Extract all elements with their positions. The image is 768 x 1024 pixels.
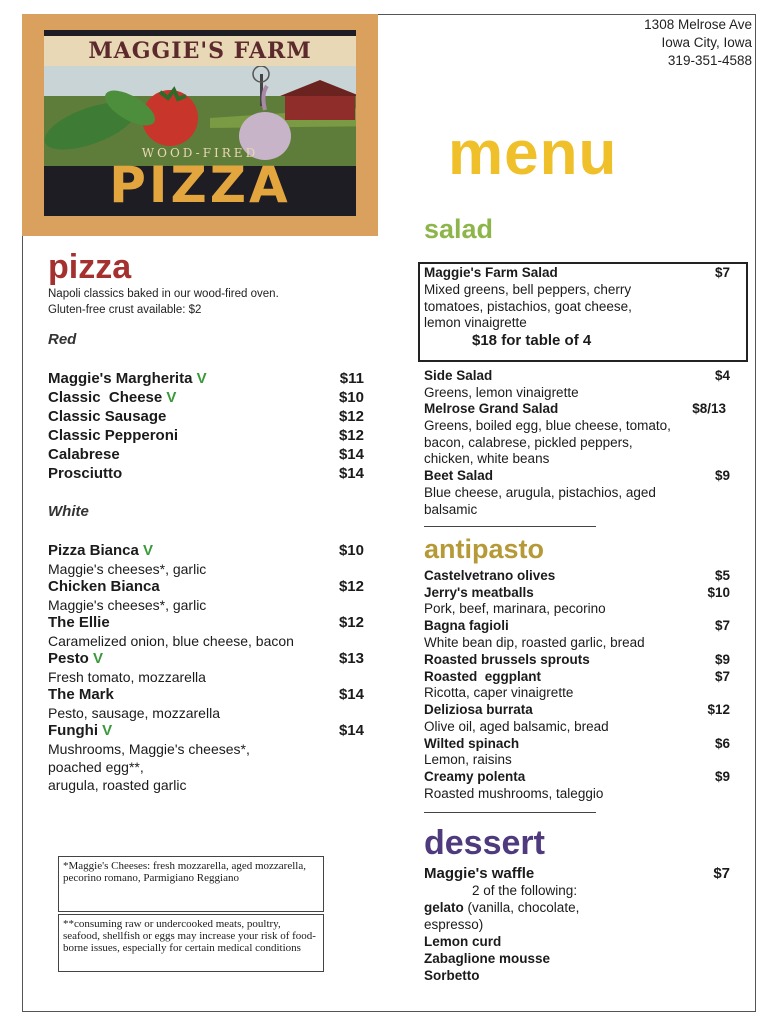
menu-item bbox=[48, 614, 364, 633]
item-name: Classic Cheese bbox=[48, 389, 163, 406]
item-price: $6 bbox=[714, 736, 730, 751]
vegetarian-mark: V bbox=[166, 389, 177, 406]
item-price: $14 bbox=[338, 686, 364, 703]
vegetarian-mark: V bbox=[102, 722, 113, 739]
item-name: Maggie's Farm Salad bbox=[424, 265, 558, 280]
item-name: Calabrese bbox=[48, 446, 120, 463]
menu-item bbox=[424, 769, 730, 786]
item-price: $14 bbox=[338, 446, 364, 463]
item-name: Deliziosa burrata bbox=[424, 702, 533, 717]
item-description: Greens, lemon vinaigrette bbox=[424, 385, 579, 400]
item-price: $7 bbox=[714, 618, 730, 633]
cheese-footnote: *Maggie's Cheeses: fresh mozzarella, aged mozzarella, pecorino romano, Parmigiano Reggiano bbox=[58, 856, 324, 912]
item-description-line: poached egg**, bbox=[48, 759, 144, 775]
item-description: Fresh tomato, mozzarella bbox=[48, 669, 206, 685]
item-name: Creamy polenta bbox=[424, 769, 526, 784]
menu-item bbox=[424, 865, 730, 882]
item-price: $12 bbox=[338, 408, 364, 425]
item-description-line: Greens, boiled egg, blue cheese, tomato, bbox=[424, 418, 671, 433]
item-name: Castelvetrano olives bbox=[424, 568, 556, 583]
menu-item bbox=[424, 401, 726, 418]
menu-item bbox=[48, 578, 364, 597]
item-name: The Mark bbox=[48, 686, 114, 703]
item-price: $14 bbox=[338, 465, 364, 482]
option-name: gelato bbox=[424, 900, 464, 915]
menu-item bbox=[424, 585, 730, 602]
pizza-intro-line-2: Gluten-free crust available: $2 bbox=[48, 304, 202, 316]
item-description: Roasted mushrooms, taleggio bbox=[424, 786, 604, 801]
item-price: $7 bbox=[714, 669, 730, 684]
item-name: Roasted eggplant bbox=[424, 669, 542, 684]
vegetarian-mark: V bbox=[93, 650, 104, 667]
item-price: $8/13 bbox=[692, 401, 726, 416]
item-name: Wilted spinach bbox=[424, 736, 520, 751]
item-price: $7 bbox=[713, 865, 730, 882]
item-description: Olive oil, aged balsamic, bread bbox=[424, 719, 609, 734]
menu-item bbox=[424, 568, 730, 585]
dessert-section-title: dessert bbox=[424, 824, 545, 862]
item-description: White bean dip, roasted garlic, bread bbox=[424, 635, 645, 650]
item-name: Funghi bbox=[48, 722, 98, 739]
item-price: $10 bbox=[338, 389, 364, 406]
dessert-choice-note: 2 of the following: bbox=[472, 883, 578, 898]
pizza-intro-line-1: Napoli classics baked in our wood-fired oven. bbox=[48, 288, 279, 300]
menu-item bbox=[424, 265, 730, 282]
item-name: Chicken Bianca bbox=[48, 578, 160, 595]
menu-item bbox=[48, 446, 364, 465]
item-description-line: Blue cheese, arugula, pistachios, aged bbox=[424, 485, 656, 500]
city-state: Iowa City, Iowa bbox=[661, 35, 752, 50]
item-description bbox=[424, 418, 671, 468]
item-price: $4 bbox=[714, 368, 730, 383]
menu-item bbox=[424, 669, 730, 686]
item-description bbox=[424, 485, 656, 518]
item-description: Lemon, raisins bbox=[424, 752, 512, 767]
menu-item bbox=[424, 368, 730, 385]
item-price: $9 bbox=[714, 769, 730, 784]
item-price: $9 bbox=[714, 652, 730, 667]
street-address: 1308 Melrose Ave bbox=[644, 17, 752, 32]
table-deal: $18 for table of 4 bbox=[472, 332, 592, 349]
logo-main-text: PIZZA bbox=[109, 156, 291, 214]
item-name: Side Salad bbox=[424, 368, 493, 383]
item-price: $12 bbox=[707, 702, 730, 717]
item-name: Classic Sausage bbox=[48, 408, 167, 425]
raw-food-footnote: **consuming raw or undercooked meats, poultry, seafood, shellfish or eggs may increase your risk of food-borne issues, especially for certain medical conditions bbox=[58, 914, 324, 972]
item-name: Bagna fagioli bbox=[424, 618, 509, 633]
logo-subtitle: WOOD-FIRED bbox=[141, 146, 259, 160]
item-price: $12 bbox=[338, 578, 364, 595]
item-description: Maggie's cheeses*, garlic bbox=[48, 597, 207, 613]
menu-item bbox=[48, 542, 364, 561]
item-price: $10 bbox=[707, 585, 730, 600]
item-name: Classic Pepperoni bbox=[48, 427, 179, 444]
section-divider bbox=[424, 526, 596, 527]
restaurant-address bbox=[644, 16, 752, 70]
item-name: Roasted brussels sprouts bbox=[424, 652, 590, 667]
item-description bbox=[424, 282, 632, 332]
pizza-section-title: pizza bbox=[48, 248, 132, 286]
antipasto-section-title: antipasto bbox=[424, 534, 545, 564]
item-description-line: bacon, calabrese, pickled peppers, bbox=[424, 434, 633, 450]
zabaglione-option: Zabaglione mousse bbox=[424, 951, 551, 966]
menu-item bbox=[48, 686, 364, 705]
item-price: $9 bbox=[714, 468, 730, 483]
item-description-line: Mushrooms, Maggie's cheeses*, bbox=[48, 741, 250, 757]
gelato-option bbox=[424, 900, 579, 933]
item-description-line: lemon vinaigrette bbox=[424, 315, 527, 331]
vegetarian-mark: V bbox=[196, 370, 207, 387]
item-price: $12 bbox=[338, 614, 364, 631]
menu-item bbox=[48, 722, 364, 741]
item-name: Prosciutto bbox=[48, 465, 123, 482]
menu-item bbox=[48, 427, 364, 446]
item-price: $14 bbox=[338, 722, 364, 739]
item-description: Pork, beef, marinara, pecorino bbox=[424, 601, 606, 616]
option-description: (vanilla, chocolate, bbox=[463, 900, 580, 915]
menu-item bbox=[48, 650, 364, 669]
item-name: Beet Salad bbox=[424, 468, 494, 483]
item-name: Maggie's Margherita bbox=[48, 370, 193, 387]
menu-item bbox=[48, 465, 364, 484]
menu-item bbox=[48, 370, 364, 389]
item-description-line: tomatoes, pistachios, goat cheese, bbox=[424, 298, 632, 314]
phone-number: 319-351-4588 bbox=[667, 53, 752, 68]
menu-item bbox=[424, 736, 730, 753]
menu-item bbox=[48, 389, 364, 408]
item-price: $12 bbox=[338, 427, 364, 444]
item-description-line: arugula, roasted garlic bbox=[48, 777, 187, 793]
salad-section-title: salad bbox=[424, 214, 494, 244]
lemon-curd-option: Lemon curd bbox=[424, 934, 502, 949]
menu-item bbox=[424, 702, 730, 719]
item-name: Melrose Grand Salad bbox=[424, 401, 559, 416]
item-name: Pizza Bianca bbox=[48, 542, 139, 559]
sorbetto-option: Sorbetto bbox=[424, 968, 480, 983]
restaurant-logo bbox=[22, 14, 378, 236]
item-description-line: chicken, white beans bbox=[424, 451, 550, 467]
item-name: The Ellie bbox=[48, 614, 110, 631]
logo-panel bbox=[44, 30, 356, 216]
pizza-intro bbox=[48, 286, 279, 318]
vegetarian-mark: V bbox=[143, 542, 154, 559]
item-name: Maggie's waffle bbox=[424, 865, 535, 882]
red-pizza-heading: Red bbox=[48, 331, 77, 348]
section-divider bbox=[424, 812, 596, 813]
white-pizza-heading: White bbox=[48, 503, 89, 520]
item-price: $5 bbox=[714, 568, 730, 583]
option-description-line: espresso) bbox=[424, 916, 484, 932]
item-description-line: Mixed greens, bell peppers, cherry bbox=[424, 282, 632, 297]
item-description: Maggie's cheeses*, garlic bbox=[48, 561, 207, 577]
item-name: Pesto bbox=[48, 650, 89, 667]
logo-title: MAGGIE'S FARM bbox=[44, 36, 356, 66]
item-description-line: balsamic bbox=[424, 501, 478, 517]
item-name: Jerry's meatballs bbox=[424, 585, 534, 600]
item-price: $13 bbox=[338, 650, 364, 667]
menu-item bbox=[424, 652, 730, 669]
item-price: $10 bbox=[338, 542, 364, 559]
item-description: Pesto, sausage, mozzarella bbox=[48, 705, 220, 721]
item-description: Caramelized onion, blue cheese, bacon bbox=[48, 633, 294, 649]
item-description bbox=[48, 740, 250, 794]
menu-title: menu bbox=[448, 119, 618, 188]
item-price: $11 bbox=[339, 370, 364, 387]
item-description: Ricotta, caper vinaigrette bbox=[424, 685, 574, 700]
menu-item bbox=[48, 408, 364, 427]
menu-item bbox=[424, 618, 730, 635]
menu-item bbox=[424, 468, 730, 485]
item-price: $7 bbox=[714, 265, 730, 280]
